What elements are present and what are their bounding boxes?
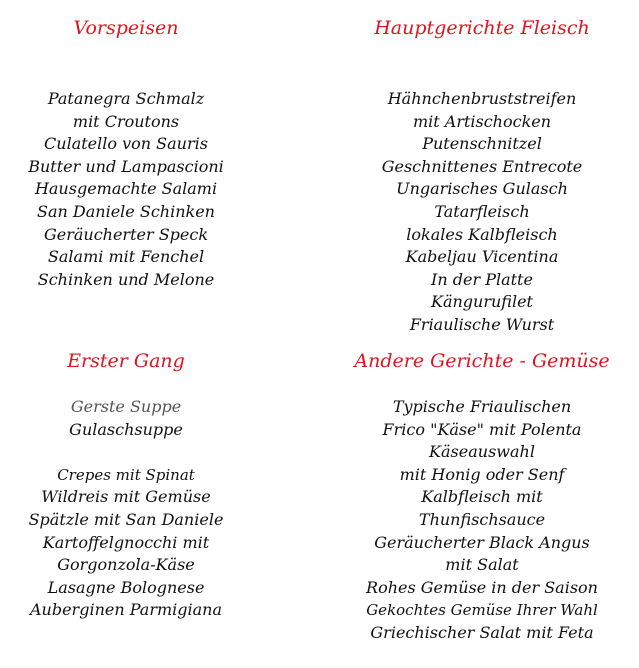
dish-item: Käseauswahl: [429, 442, 535, 462]
section-heading: Erster Gang: [67, 350, 185, 372]
dish-item: Auberginen Parmigiana: [29, 600, 222, 620]
dish-item: Hähnchenbruststreifen: [387, 89, 577, 108]
dish-item: Thunfischsauce: [418, 509, 546, 529]
dish-item: Culatello von Sauris: [44, 134, 208, 154]
dish-item: Tatarfleisch: [434, 201, 530, 221]
dish-list: [0, 88, 252, 291]
dish-item: Typische Friaulischen: [392, 397, 572, 416]
dish-item: Schinken und Melone: [37, 269, 215, 289]
section-heading: Hauptgerichte Fleisch: [374, 17, 590, 39]
section-andere-gerichte-gemuese: [340, 340, 624, 660]
dish-list: [340, 396, 624, 645]
dish-item: Wildreis mit Gemüse: [41, 487, 211, 507]
dish-item: mit Artischocken: [412, 111, 552, 131]
list-spacer: [0, 441, 252, 464]
dish-item: Geschnittenes Entrecote: [381, 156, 583, 176]
dish-item: Gorgonzola-Käse: [57, 555, 195, 575]
dish-item: Griechischer Salat mit Feta: [370, 622, 594, 642]
dish-item: Gekochtes Gemüse Ihrer Wahl: [366, 601, 598, 620]
dish-item: lokales Kalbfleisch: [406, 224, 558, 244]
dish-item: mit Salat: [445, 555, 519, 575]
section-erster-gang: [0, 340, 252, 640]
dish-item: San Daniele Schinken: [37, 201, 215, 221]
dish-item: Geräucherter Black Angus: [374, 532, 590, 552]
dish-item: mit Honig oder Senf: [399, 464, 565, 484]
dish-item: Kängurufilet: [431, 292, 533, 312]
dish-item: Putenschnitzel: [422, 134, 542, 154]
dish-item: Ungarisches Gulasch: [396, 179, 568, 199]
dish-item: Patanegra Schmalz: [47, 89, 205, 108]
dish-item: Geräucherter Speck: [43, 224, 209, 244]
dish-list: [0, 396, 252, 622]
dish-item: Kalbfleisch mit: [421, 487, 543, 507]
dish-item: Hausgemachte Salami: [34, 179, 218, 199]
dish-list: [340, 88, 624, 337]
dish-item: Friaulische Wurst: [409, 314, 555, 334]
dish-item: In der Platte: [431, 269, 533, 289]
section-heading: Andere Gerichte - Gemüse: [354, 350, 610, 372]
dish-item: Butter und Lampascioni: [28, 156, 224, 176]
section-heading: Vorspeisen: [73, 17, 179, 39]
dish-item: Kabeljau Vicentina: [405, 247, 559, 267]
dish-item: mit Croutons: [72, 111, 180, 131]
dish-item: Crepes mit Spinat: [57, 465, 195, 484]
dish-item: Salami mit Fenchel: [47, 247, 205, 267]
section-hauptgerichte-fleisch: [340, 0, 624, 340]
dish-item: Gerste Suppe: [70, 397, 182, 416]
section-vorspeisen: [0, 0, 252, 330]
dish-item: Frico "Käse" mit Polenta: [382, 419, 582, 439]
dish-item: Kartoffelgnocchi mit: [42, 532, 210, 552]
dish-item: Rohes Gemüse in der Saison: [366, 577, 598, 597]
dish-item: Spätzle mit San Daniele: [28, 509, 224, 529]
dish-item: Gulaschsuppe: [69, 419, 183, 439]
dish-item: Lasagne Bolognese: [47, 577, 205, 597]
